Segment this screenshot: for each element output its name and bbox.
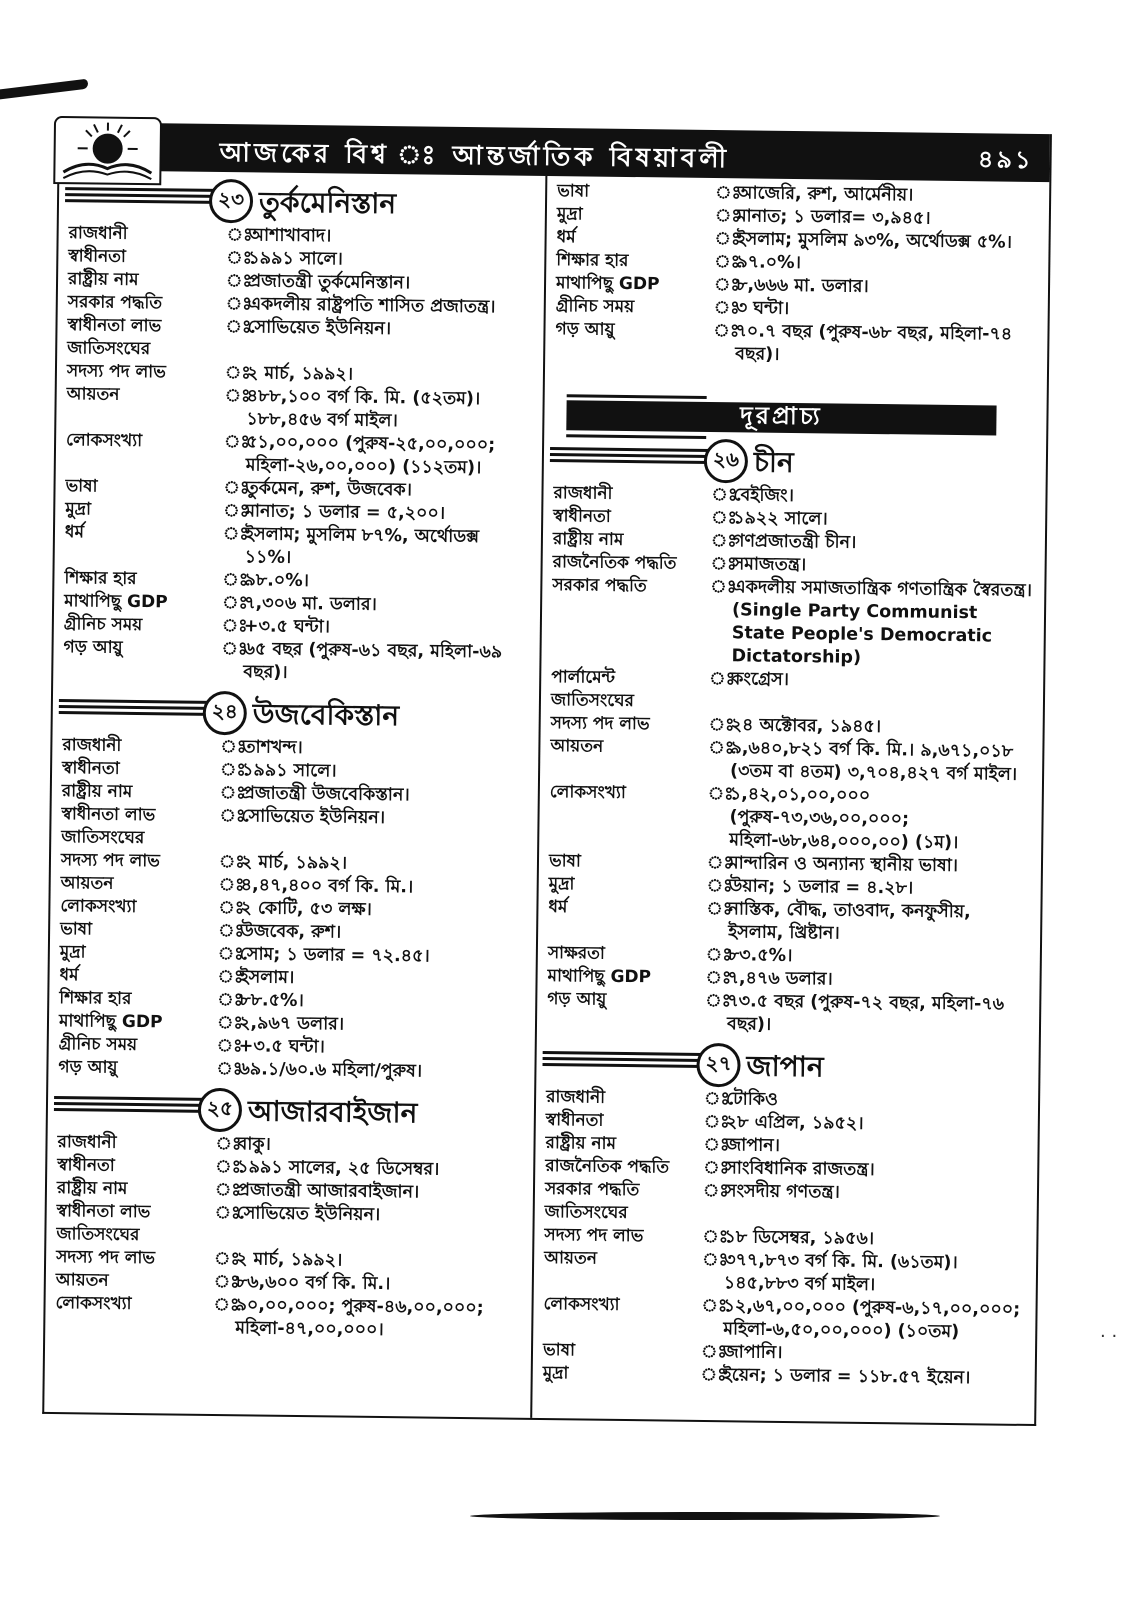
fact-separator <box>219 828 241 851</box>
fact-label: সদস্য পদ লাভ <box>550 713 650 735</box>
fact-separator: ঃ <box>216 1036 243 1057</box>
fact-row <box>537 988 1040 1040</box>
fact-separator: ঃ <box>714 229 741 250</box>
fact-value: ৬৯.১/৬০.৬ মহিলা/পুরুষ। <box>238 1059 423 1082</box>
document-page <box>42 122 1052 1426</box>
fact-value: সোম; ১ ডলার = ৭২.৪৫। <box>239 944 430 967</box>
fact-value: ১৯৯১ সালের, ২৫ ডিসেম্বর। <box>237 1157 440 1180</box>
fact-separator: ঃ <box>214 1202 241 1224</box>
fact-label: জাতিসংঘের <box>544 1202 628 1224</box>
fact-label: রাষ্ট্রীয় নাম <box>545 1133 617 1154</box>
fact-label: স্বাধীনতা <box>553 506 611 527</box>
fact-row <box>545 318 1048 370</box>
fact-separator: ঃ <box>705 967 732 989</box>
fact-value: ১,৪২,০১,০০,০০০ (পুরুষ-৭৩,৩৬,০০,০০০; মহিলা-৬৮,৬৪,০০০,০০) (১ম)। <box>729 784 959 854</box>
fact-row <box>534 1247 1037 1299</box>
fact-label: আয়তন <box>60 873 114 894</box>
fact-separator: ঃ <box>223 478 250 499</box>
fact-separator: ঃ <box>225 294 252 315</box>
fact-label: লোকসংখ্যা <box>549 782 626 803</box>
fact-separator: ঃ <box>702 1180 729 1202</box>
fact-separator: ঃ <box>710 554 737 575</box>
country-name: তুর্কমেনিস্তান <box>258 185 397 221</box>
fact-value: ২৪ অক্টোবর, ১৯৪৫। <box>730 715 882 738</box>
heading-rule <box>542 1051 702 1071</box>
fact-label: ভাষা <box>65 476 98 497</box>
fact-value: ৯৭.০%। <box>736 252 802 274</box>
fact-label: সরকার পদ্ধতি <box>67 292 163 314</box>
fact-separator: ঃ <box>701 1295 728 1317</box>
section-heading-turkmenistan <box>59 176 545 224</box>
fact-label: ধর্ম <box>556 227 576 248</box>
fact-label: জাতিসংঘের <box>550 690 635 712</box>
fact-label: সরকার পদ্ধতি <box>552 575 647 597</box>
fact-value: আজেরি, রুশ, আর্মেনীয়। <box>737 183 914 206</box>
fact-row <box>538 896 1041 948</box>
fact-row <box>533 1362 1035 1391</box>
fact-separator: ঃ <box>703 1134 730 1156</box>
fact-separator: ঃ <box>217 990 244 1011</box>
fact-label: ভাষা <box>60 919 93 940</box>
fact-value: ৭০.৭ বছর (পুরুষ-৬৮ বছর, মহিলা-৭৪ বছর)। <box>735 321 1013 365</box>
fact-value: ৮৩.৫%। <box>727 945 793 967</box>
fact-value: মানাত; ১ ডলার = ৫,২০০। <box>245 501 446 524</box>
fact-label: আয়তন <box>544 1248 598 1269</box>
section-number: ২৫ <box>198 1088 243 1133</box>
fact-label: রাষ্ট্রীয় নাম <box>552 529 624 550</box>
fact-label: সদস্য পদ লাভ <box>60 850 161 872</box>
fact-value: প্রজাতন্ত্রী আজারবাইজান। <box>236 1180 420 1203</box>
fact-value: ইসলাম। <box>239 967 295 988</box>
fact-value: ৪,৪৭,৪০০ বর্গ কি. মি.। <box>240 875 414 898</box>
fact-label: লোকসংখ্যা <box>55 1293 132 1314</box>
fact-separator: ঃ <box>216 1013 243 1034</box>
section-number: ২৬ <box>704 439 749 484</box>
fact-label: রাজধানী <box>553 483 613 504</box>
fact-separator: ঃ <box>226 225 253 246</box>
fact-separator: ঃ <box>714 252 741 273</box>
fact-value: সোভিয়েত ইউনিয়ন। <box>247 317 392 340</box>
fact-value: ২ মার্চ, ১৯৯২। <box>246 363 354 385</box>
scan-edge-mark <box>0 79 88 100</box>
fact-value: ৫১,০০,০০০ (পুরুষ-২৫,০০,০০০; মহিলা-২৬,০০,০০০) (১১২তম)। <box>245 432 496 479</box>
fact-value: একদলীয় সমাজতান্ত্রিক গণতান্ত্রিক স্বৈরতন্ত্র। (Single Party Communist State People's Democratic Dictatorship) <box>731 577 1033 668</box>
fact-separator: ঃ <box>708 714 735 736</box>
fact-label: সদস্য পদ লাভ <box>66 361 166 383</box>
fact-separator <box>225 339 247 362</box>
fact-value: বাকু। <box>237 1134 271 1155</box>
fact-label: রাজধানী <box>62 735 122 756</box>
fact-separator: ঃ <box>708 737 735 759</box>
fact-value: প্রজাতন্ত্রী উজবেকিস্তান। <box>241 783 410 806</box>
fact-separator: ঃ <box>213 1248 240 1270</box>
fact-label: রাষ্ট্রীয় নাম <box>61 781 133 802</box>
fact-row <box>55 521 542 573</box>
fact-separator: ঃ <box>218 875 245 896</box>
fact-separator: ঃ <box>221 639 248 660</box>
fact-label: মাথাপিছু GDP <box>555 273 660 295</box>
fact-value: ২ কোটি, ৫৩ লক্ষ। <box>240 898 373 920</box>
fact-separator: ঃ <box>215 1134 242 1155</box>
fact-separator: ঃ <box>225 317 252 338</box>
turkmenistan-facts <box>53 222 545 688</box>
fact-separator: ঃ <box>217 967 244 988</box>
fact-label: আয়তন <box>55 1270 109 1291</box>
fact-label: গ্রীনিচ সময় <box>555 296 635 318</box>
fact-label: ধর্ম <box>59 965 79 986</box>
fact-separator: ঃ <box>222 593 248 614</box>
fact-separator: ঃ <box>224 363 251 384</box>
fact-value: সাংবিধানিক রাজতন্ত্র। <box>725 1158 875 1181</box>
fact-separator: ঃ <box>218 921 244 942</box>
section-heading-uzbekistan <box>53 688 539 736</box>
region-title: দূরপ্রাচ্য <box>566 400 996 435</box>
fact-separator: ঃ <box>218 852 245 873</box>
fact-value: ৭,৪৭৬ ডলার। <box>727 968 833 990</box>
fact-value: ২,৯৬৭ ডলার। <box>238 1013 345 1035</box>
fact-value: ২ মার্চ, ১৯৯২। <box>240 852 348 874</box>
fact-value: ১৮ ডিসেম্বর, ১৯৫৬। <box>724 1227 875 1250</box>
fact-label: ধর্ম <box>64 522 85 543</box>
fact-separator: ঃ <box>223 432 250 453</box>
japan-facts <box>533 1086 1039 1391</box>
fact-value: ১৯৯১ সালে। <box>248 248 343 270</box>
fact-label: রাষ্ট্রীয় নাম <box>67 269 139 290</box>
fact-value: ৩ ঘন্টা। <box>735 298 790 319</box>
fact-value: মানাত; ১ ডলার= ৩,৯৪৫। <box>736 206 931 229</box>
fact-value: প্রজাতন্ত্রী তুর্কমেনিস্তান। <box>247 271 411 294</box>
fact-separator: ঃ <box>213 1294 240 1316</box>
fact-row <box>533 1293 1036 1345</box>
fact-label: রাজধানী <box>68 223 128 244</box>
fact-row <box>53 636 540 688</box>
fact-label: স্বাধীনতা লাভ <box>67 315 162 337</box>
fact-value: আশাখাবাদ। <box>248 225 332 247</box>
section-number: ২৩ <box>209 179 254 224</box>
fact-separator: ঃ <box>714 206 741 227</box>
fact-separator: ঃ <box>713 275 740 296</box>
fact-separator <box>214 1225 236 1248</box>
fact-label: স্বাধীনতা <box>545 1110 604 1131</box>
fact-value: ৯,৬৪০,৮২১ বর্গ কি. মি.। ৯,৬৭১,০১৮ (৩তম বা ৪তম) ৩,৭০৪,৪২৭ বর্গ মাইল। <box>729 738 1018 785</box>
fact-value: ৭৩.৫ বছর (পুরুষ-৭২ বছর, মহিলা-৭৬ বছর)। <box>726 991 1005 1035</box>
fact-separator: ঃ <box>700 1364 727 1386</box>
section-number: ২৪ <box>203 691 248 736</box>
fact-value: জাপান। <box>725 1135 781 1156</box>
fact-separator: ঃ <box>703 1157 730 1179</box>
azerbaijan-facts-continued <box>545 180 1049 370</box>
fact-label: ভাষা <box>542 1340 576 1361</box>
fact-separator <box>703 1203 725 1226</box>
fact-value: ১৯২২ সালে। <box>733 508 828 530</box>
fact-label: গড় আয়ু <box>555 319 615 340</box>
fact-label: স্বাধীনতা <box>68 246 126 267</box>
fact-row <box>539 781 1042 856</box>
fact-separator: ঃ <box>215 1156 242 1178</box>
fact-label: স্বাধীনতা লাভ <box>61 804 156 826</box>
fact-value: নাস্তিক, বৌদ্ধ, তাওবাদ, কনফুসীয়, ইসলাম, খ্রিষ্টান। <box>728 899 971 944</box>
fact-label: স্বাধীনতা <box>61 758 120 779</box>
fact-separator: ঃ <box>224 386 251 407</box>
fact-separator: ঃ <box>709 668 736 690</box>
fact-separator: ঃ <box>222 524 249 545</box>
fact-value: তাশখন্দ। <box>242 737 303 759</box>
country-name: জাপান <box>746 1049 824 1084</box>
fact-label: স্বাধীনতা লাভ <box>56 1201 151 1223</box>
fact-value: ৮,৬৬৬ মা. ডলার। <box>735 275 869 297</box>
fact-separator: ঃ <box>220 737 247 758</box>
fact-value: উজবেক, রুশ। <box>240 921 342 943</box>
section-heading-azerbaijan <box>48 1085 534 1133</box>
fact-separator: ঃ <box>713 321 740 342</box>
fact-value: ৮৮.৫%। <box>239 990 304 1012</box>
fact-row <box>56 383 543 435</box>
fact-label: গড় আয়ু <box>547 989 607 1010</box>
fact-value: ৩৭৭,৮৭৩ বর্গ কি. মি. (৬১তম)। ১৪৫,৮৮৩ বর্গ মাইল। <box>723 1250 958 1296</box>
fact-label: মাথাপিছু GDP <box>547 966 652 988</box>
country-name: আজারবাইজান <box>247 1094 418 1130</box>
heading-rule <box>54 1096 204 1116</box>
fact-separator: ঃ <box>219 760 246 781</box>
fact-label: মাথাপিছু GDP <box>58 1011 163 1033</box>
banner-rule <box>567 394 707 399</box>
fact-value: সমাজতন্ত্র। <box>732 554 807 576</box>
fact-label: সদস্য পদ লাভ <box>56 1247 156 1269</box>
section-number: ২৭ <box>696 1043 741 1088</box>
country-name: উজবেকিস্তান <box>252 697 400 733</box>
fact-separator: ঃ <box>703 1111 730 1133</box>
fact-separator: ঃ <box>225 271 252 292</box>
fact-label: রাজনৈতিক পদ্ধতি <box>545 1156 670 1178</box>
fact-value: ২ মার্চ, ১৯৯২। <box>235 1249 343 1271</box>
fact-separator: ঃ <box>713 298 740 319</box>
fact-value: ৭,৩০৬ মা. ডলার। <box>244 593 377 615</box>
fact-label: স্বাধীনতা <box>57 1155 115 1176</box>
section-heading-japan <box>536 1040 1038 1088</box>
fact-separator: ঃ <box>219 783 246 804</box>
fact-label: সরকার পদ্ধতি <box>544 1179 640 1201</box>
fact-separator: ঃ <box>715 183 742 204</box>
fact-label: মুদ্রা <box>59 942 86 963</box>
fact-separator: ঃ <box>217 944 244 965</box>
fact-separator: ঃ <box>705 990 732 1012</box>
left-column <box>44 170 547 1418</box>
fact-separator: ঃ <box>216 1059 243 1080</box>
fact-value: ইসলাম; মুসলিম ৯৩%, অর্থোডক্স ৫%। <box>736 229 1013 253</box>
fact-label: মাথাপিছু GDP <box>64 591 168 613</box>
china-facts <box>537 482 1046 1040</box>
fact-value: তুর্কমেন, রুশ, উজবেক। <box>245 478 413 501</box>
header-title: আজকের বিশ্ব ঃ আন্তর্জাতিক বিষয়াবলী <box>219 137 731 175</box>
fact-value: ২৮ এপ্রিল, ১৯৫২। <box>725 1112 864 1134</box>
fact-separator: ঃ <box>219 806 246 827</box>
region-banner <box>544 390 1046 436</box>
page-number: ৪৯১ <box>977 145 1034 174</box>
fact-label: গড় আয়ু <box>58 1057 118 1078</box>
fact-value: ইয়েন; ১ ডলার = ১১৮.৫৭ ইয়েন। <box>722 1365 971 1389</box>
fact-value: বেইজিং। <box>733 485 795 507</box>
fact-separator: ঃ <box>218 898 245 919</box>
fact-row <box>48 1056 534 1085</box>
fact-label: গ্রীনিচ সময় <box>58 1034 138 1056</box>
fact-value: একদলীয় রাষ্ট্রপতি শাসিত প্রজাতন্ত্র। <box>247 294 496 318</box>
fact-value: জাপানি। <box>722 1342 783 1363</box>
fact-label: শিক্ষার হার <box>64 568 137 589</box>
fact-label: জাতিসংঘের <box>67 338 151 360</box>
fact-separator: ঃ <box>706 898 733 920</box>
fact-label: রাজধানী <box>546 1087 606 1108</box>
azerbaijan-facts <box>45 1131 533 1344</box>
fact-value: +৩.৫ ঘন্টা। <box>238 1036 325 1058</box>
fact-label: পার্লামেন্ট <box>551 667 616 688</box>
section-heading-china <box>544 436 1046 484</box>
fact-separator: ঃ <box>710 577 737 598</box>
fact-value: কংগ্রেস। <box>731 669 790 690</box>
fact-label: গ্রীনিচ সময় <box>63 614 143 636</box>
fact-label: শিক্ষার হার <box>59 988 132 1009</box>
scan-dots: · · <box>1100 1326 1118 1347</box>
fact-value: ৬৫ বছর (পুরুষ-৬১ বছর, মহিলা-৬৯ বছর)। <box>243 639 503 683</box>
fact-separator: ঃ <box>214 1179 241 1201</box>
right-column <box>532 176 1049 1424</box>
fact-label: মুদ্রা <box>65 499 92 520</box>
fact-value: মান্দারিন ও অন্যান্য স্থানীয় ভাষা। <box>728 853 959 877</box>
fact-value: ৮৬,৬০০ বর্গ কি. মি.। <box>235 1272 391 1295</box>
fact-value: +৩.৫ ঘন্টা। <box>243 616 331 638</box>
fact-value: ৯৮.০%। <box>244 570 310 592</box>
fact-label: ভাষা <box>557 181 590 202</box>
fact-label: মুদ্রা <box>542 1363 569 1384</box>
fact-row <box>45 1292 532 1344</box>
heading-rule <box>65 187 215 207</box>
fact-value: ১২,৬৭,০০,০০০ (পুরুষ-৬,১৭,০০,০০০; মহিলা-৬,৫০,০০,০০০) (১০তম) <box>723 1296 1021 1343</box>
fact-label: ভাষা <box>548 851 582 872</box>
fact-separator <box>709 691 731 714</box>
fact-label: শিক্ষার হার <box>556 250 629 271</box>
fact-value: ৪৮৮,১০০ বর্গ কি. মি. (৫২তম)। ১৮৮,৪৫৬ বর্গ মাইল। <box>246 386 481 432</box>
fact-label: লোকসংখ্যা <box>543 1294 620 1315</box>
fact-label: জাতিসংঘের <box>61 827 145 849</box>
fact-separator: ঃ <box>703 1088 730 1110</box>
fact-separator: ঃ <box>702 1226 729 1248</box>
fact-separator: ঃ <box>700 1341 727 1363</box>
fact-separator: ঃ <box>221 616 248 637</box>
fact-label: ধর্ম <box>548 897 568 918</box>
fact-label: সাক্ষরতা <box>547 943 605 964</box>
fact-separator: ঃ <box>705 944 732 966</box>
fact-separator: ঃ <box>707 783 734 805</box>
fact-separator: ঃ <box>223 501 250 522</box>
fact-row <box>56 429 543 481</box>
fact-value: উয়ান; ১ ডলার = ৪.২৮। <box>728 876 914 899</box>
fact-separator: ঃ <box>711 508 738 529</box>
fact-label: লোকসংখ্যা <box>65 430 143 452</box>
fact-separator: ঃ <box>710 531 737 552</box>
heading-rule <box>59 699 209 719</box>
heading-rule <box>550 447 710 467</box>
fact-label: মুদ্রা <box>548 874 575 895</box>
fact-label: রাজধানী <box>57 1132 117 1153</box>
fact-separator: ঃ <box>706 852 733 874</box>
fact-label: গড় আয়ু <box>63 637 123 658</box>
scan-edge-mark <box>470 1512 940 1520</box>
fact-label: সদস্য পদ লাভ <box>544 1225 644 1247</box>
fact-value: ইসলাম; মুসলিম ৮৭%, অর্থোডক্স ১১%। <box>244 524 480 568</box>
fact-value: সোভিয়েত ইউনিয়ন। <box>241 806 386 829</box>
fact-separator: ঃ <box>213 1271 240 1293</box>
fact-value: ৯০,০০,০০০; পুরুষ-৪৬,০০,০০০; মহিলা-৪৭,০০,০০০। <box>235 1295 484 1341</box>
uzbekistan-facts <box>48 734 538 1085</box>
fact-value: সংসদীয় গণতন্ত্র। <box>724 1181 840 1203</box>
fact-separator: ঃ <box>222 570 249 591</box>
fact-value: ১৯৯১ সালে। <box>241 760 337 782</box>
fact-value: টোকিও <box>725 1089 779 1110</box>
fact-separator: ঃ <box>706 875 733 897</box>
fact-label: রাষ্ট্রীয় নাম <box>56 1178 128 1199</box>
fact-label: রাজনৈতিক পদ্ধতি <box>552 552 677 574</box>
fact-value: সোভিয়েত ইউনিয়ন। <box>236 1203 381 1226</box>
fact-separator: ঃ <box>711 485 738 506</box>
fact-row <box>541 574 1044 672</box>
country-name: চীন <box>753 445 794 480</box>
fact-label: জাতিসংঘের <box>56 1224 140 1246</box>
fact-label: মুদ্রা <box>556 204 583 225</box>
fact-label: লোকসংখ্যা <box>60 896 137 918</box>
fact-separator: ঃ <box>226 248 253 269</box>
fact-separator: ঃ <box>702 1249 728 1271</box>
fact-value: গণপ্রজাতন্ত্রী চীন। <box>732 531 857 553</box>
fact-label: আয়তন <box>550 736 604 757</box>
fact-row <box>540 735 1043 787</box>
fact-label: আয়তন <box>66 384 120 405</box>
